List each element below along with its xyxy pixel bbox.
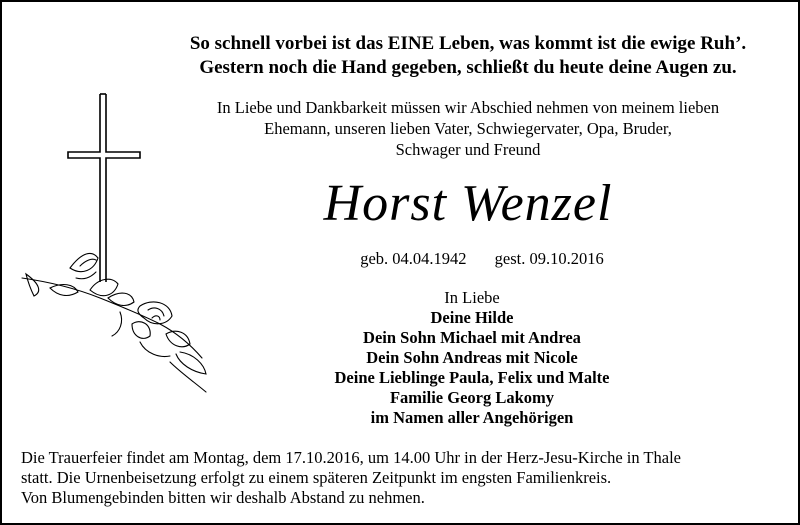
intro-block (152, 97, 784, 160)
verse-line-1: So schnell vorbei ist das EINE Leben, was kommt ist die ewige Ruh’. (189, 33, 747, 54)
mourner-line: im Namen aller Angehörigen (370, 408, 574, 427)
intro-line-2: Ehemann, unseren lieben Vater, Schwiegervater, Opa, Bruder, (264, 119, 672, 138)
cross-icon (68, 94, 140, 282)
funeral-info-line-2: statt. Die Urnenbeisetzung erfolgt zu einem späteren Zeitpunkt im engsten Familienkreis. (21, 468, 612, 487)
funeral-info-line-3: Von Blumengebinden bitten wir deshalb Abstand zu nehmen. (21, 488, 425, 507)
mourners-block (252, 288, 692, 428)
mourner-line: Deine Lieblinge Paula, Felix und Malte (334, 368, 610, 387)
birth-date: geb. 04.04.1942 (360, 249, 467, 268)
intro-line-3: Schwager und Freund (395, 140, 541, 159)
funeral-info-line-1: Die Trauerfeier findet am Montag, dem 17.10.2016, um 14.00 Uhr in der Herz-Jesu-Kirche in Thale (21, 448, 681, 467)
mourner-line: Dein Sohn Andreas mit Nicole (366, 348, 578, 367)
verse-line-2: Gestern noch die Hand gegeben, schließt du heute deine Augen zu. (199, 57, 737, 78)
rose-icon (22, 253, 206, 392)
mourner-line: Dein Sohn Michael mit Andrea (363, 328, 581, 347)
funeral-info (21, 448, 791, 508)
mourner-line: Familie Georg Lakomy (389, 388, 555, 407)
mourner-line: Deine Hilde (430, 308, 514, 327)
mourners-lead: In Liebe (444, 288, 500, 307)
intro-line-1: In Liebe und Dankbarkeit müssen wir Abschied nehmen von meinem lieben (216, 98, 720, 117)
life-dates (302, 248, 662, 270)
deceased-name: Horst Wenzel (323, 175, 613, 232)
death-date: gest. 09.10.2016 (494, 249, 604, 268)
verse-block (152, 32, 784, 80)
